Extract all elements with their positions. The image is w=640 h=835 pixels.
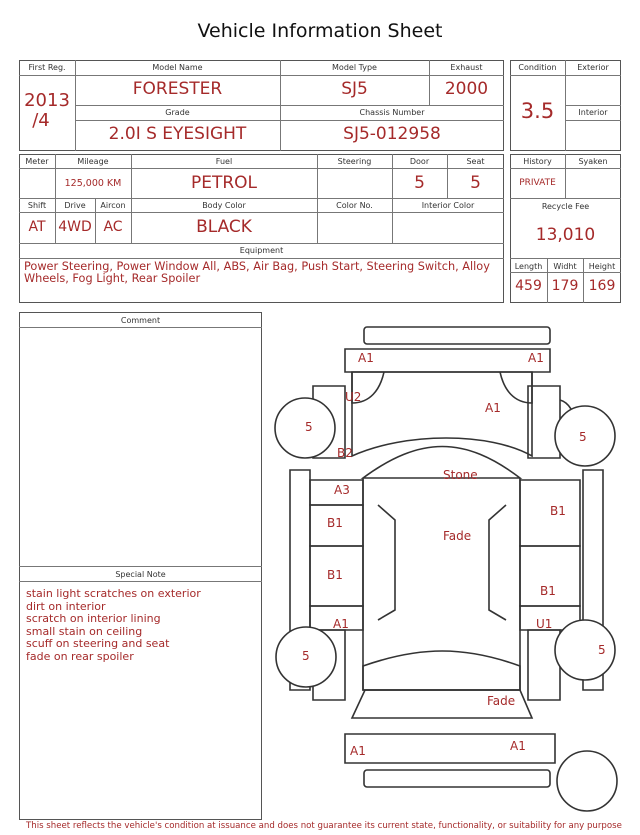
drive-label: Drive xyxy=(64,201,86,210)
shift-label: Shift xyxy=(27,201,47,210)
mark-front-fender-left: B2 xyxy=(337,446,353,460)
mark-front-door-left: B1 xyxy=(327,516,343,530)
model-name-label: Model Name xyxy=(152,63,203,72)
mark-tire-front-left: 5 xyxy=(305,420,313,434)
door-label: Door xyxy=(409,157,430,166)
special-note-item: scratch on interior lining xyxy=(26,612,161,625)
shift-value: AT xyxy=(28,219,46,235)
mark-hood-right: A1 xyxy=(485,401,501,415)
condition-value: 3.5 xyxy=(520,99,555,123)
mark-tire-front-right: 5 xyxy=(579,430,587,444)
exterior-label: Exterior xyxy=(577,63,609,72)
history-value: PRIVATE xyxy=(519,178,556,188)
seat-label: Seat xyxy=(466,157,485,166)
length-label: Length xyxy=(514,262,543,271)
first-reg-month: /4 xyxy=(32,110,50,131)
model-name-value: FORESTER xyxy=(132,79,223,99)
exhaust-label: Exhaust xyxy=(450,63,483,72)
exhaust-value: 2000 xyxy=(444,79,489,99)
special-note-item: stain light scratches on exterior xyxy=(26,587,201,600)
equipment-text: Power Steering, Power Window All, ABS, Air Bag, Push Start, Steering Switch, Alloy Wheels, Fog Light, Rear Spoiler xyxy=(24,260,490,285)
aircon-label: Aircon xyxy=(100,201,126,210)
height-value: 169 xyxy=(588,278,616,294)
interior-color-label: Interior Color xyxy=(421,201,475,210)
equipment-label: Equipment xyxy=(239,246,284,255)
width-label: Widht xyxy=(553,262,577,271)
mark-rear-door-right: B1 xyxy=(540,584,556,598)
disclaimer-footer: This sheet reflects the vehicle's condition at issuance and does not guarantee its current state, functionality, or suitability for any purpose xyxy=(26,821,622,831)
mileage-value: 125,000 KM xyxy=(64,178,122,189)
fuel-value: PETROL xyxy=(190,173,258,193)
length-value: 459 xyxy=(515,278,542,294)
recycle-fee-value: 13,010 xyxy=(535,225,596,245)
chassis-number-label: Chassis Number xyxy=(359,108,425,117)
drive-value: 4WD xyxy=(58,219,92,235)
mark-front-bumper-left: A1 xyxy=(358,351,374,365)
aircon-value: AC xyxy=(103,219,123,235)
first-reg-year: 2013 xyxy=(24,90,70,111)
special-note-item: scuff on steering and seat xyxy=(26,637,170,650)
mark-front-door-right: B1 xyxy=(550,504,566,518)
chassis-number-value: SJ5-012958 xyxy=(343,124,441,144)
grade-value: 2.0I S EYESIGHT xyxy=(108,124,247,144)
mark-trunk: Fade xyxy=(487,694,516,708)
color-no-label: Color No. xyxy=(336,201,373,210)
body-color-value: BLACK xyxy=(196,217,252,237)
mark-rear-door-left: B1 xyxy=(327,568,343,582)
mark-hood-left: U2 xyxy=(345,390,362,404)
mileage-label: Mileage xyxy=(77,157,109,166)
steering-label: Steering xyxy=(337,157,372,166)
seat-value: 5 xyxy=(470,173,481,193)
mark-rear-bumper-left: A1 xyxy=(350,744,366,758)
special-note-item: fade on rear spoiler xyxy=(26,649,134,663)
condition-label: Condition xyxy=(518,63,557,72)
syaken-label: Syaken xyxy=(578,157,608,166)
mark-tire-rear-right: 5 xyxy=(598,643,606,657)
history-label: History xyxy=(523,157,552,166)
grade-label: Grade xyxy=(165,108,190,117)
page-title: Vehicle Information Sheet xyxy=(197,20,443,42)
mark-front-bumper-right: A1 xyxy=(528,351,544,365)
model-type-label: Model Type xyxy=(332,63,377,72)
fuel-label: Fuel xyxy=(215,157,233,166)
comment-label: Comment xyxy=(120,316,161,325)
recycle-fee-label: Recycle Fee xyxy=(541,202,590,211)
body-color-label: Body Color xyxy=(202,201,246,210)
special-note-item: small stain on ceiling xyxy=(26,624,143,638)
mark-rear-bumper-right: A1 xyxy=(510,739,526,753)
door-value: 5 xyxy=(414,173,425,193)
interior-label: Interior xyxy=(578,108,608,117)
mark-tire-rear-left: 5 xyxy=(302,649,310,663)
height-label: Height xyxy=(588,262,616,271)
model-type-value: SJ5 xyxy=(341,79,368,99)
meter-label: Meter xyxy=(25,157,49,166)
mark-rear-fender-left: A1 xyxy=(333,617,349,631)
width-value: 179 xyxy=(551,278,579,294)
special-note-label: Special Note xyxy=(115,570,166,579)
special-note-item: dirt on interior xyxy=(26,599,106,613)
mark-roof: Fade xyxy=(443,529,472,543)
first-reg-label: First Reg. xyxy=(28,63,66,72)
mark-windshield: Stone xyxy=(443,468,478,482)
mark-pillar-left: A3 xyxy=(334,483,350,497)
mark-rear-fender-right: U1 xyxy=(536,617,553,631)
